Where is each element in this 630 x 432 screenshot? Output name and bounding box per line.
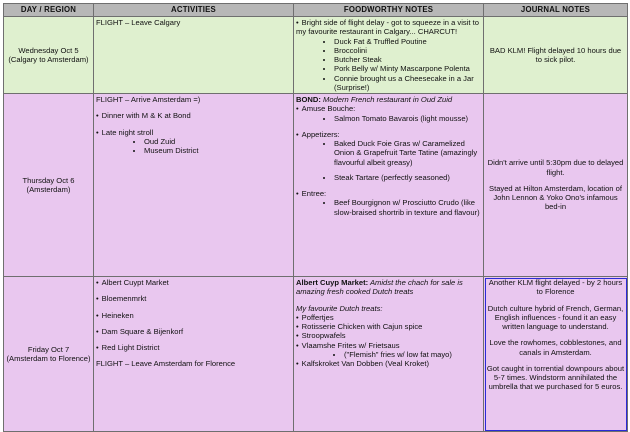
food-subitem: • ("Flemish" fries w/ low fat mayo) xyxy=(344,350,481,359)
food-item: • Beef Bourgignon w/ Prosciutto Crudo (like slow-braised shortrib in texture and flavour) xyxy=(334,198,481,217)
day-cell[interactable] xyxy=(4,94,94,277)
food-item: • Rotisserie Chicken with Cajun spice xyxy=(296,322,481,331)
journal-note: Love the rowhomes, cobblestones, and canals in Amsterdam. xyxy=(489,338,622,357)
food-item: • Vlaamshe Frites w/ Frietsaus xyxy=(296,341,481,350)
header-foodworthy-notes[interactable]: FOODWORTHY NOTES xyxy=(294,4,484,17)
journal-cell[interactable] xyxy=(484,277,628,432)
activity-item: • Albert Cuypt Market xyxy=(96,278,291,287)
region-label: (Amsterdam to Florence) xyxy=(6,354,91,363)
course-label: • Entree: xyxy=(296,189,481,198)
journal-note: Didn't arrive until 5:30pm due to delayed flight. xyxy=(487,158,624,177)
food-list xyxy=(296,37,481,93)
food-item: • Kalfskroket Van Dobben (Veal Kroket) xyxy=(296,359,481,368)
food-item: • Stroopwafels xyxy=(296,331,481,340)
day-label: Thursday Oct 6 xyxy=(22,175,75,185)
favourites-label: My favourite Dutch treats: xyxy=(296,303,383,313)
activity-item: • Heineken xyxy=(96,311,291,320)
market-name: Albert Cuyp Market: xyxy=(296,278,369,287)
food-item: • Pork Belly w/ Minty Mascarpone Polenta xyxy=(334,64,481,73)
food-item: • Steak Tartare (perfectly seasoned) xyxy=(334,173,481,182)
stroll-item: • Oud Zuid xyxy=(144,137,291,146)
activity-item: • Dinner with M & K at Bond xyxy=(96,111,291,120)
restaurant-desc: Modern French restaurant in Oud Zuid xyxy=(320,95,453,104)
travel-journal-sheet xyxy=(3,3,627,425)
food-item: • Baked Duck Foie Gras w/ Caramelized Onion & Grapefruit Tarte Tatine (amazingly flavourful albeit greasy) xyxy=(334,139,481,167)
activity-item: • Red Light District xyxy=(96,343,291,352)
course-list xyxy=(296,198,481,217)
journal-note: Stayed at Hilton Amsterdam, location of John Lennon & Yoko Ono's infamous bed-in xyxy=(489,183,622,212)
header-journal-notes[interactable]: JOURNAL NOTES xyxy=(484,4,628,17)
course-label: • Amuse Bouche: xyxy=(296,104,481,113)
food-item: • Poffertjes xyxy=(296,313,481,322)
food-cell[interactable] xyxy=(294,17,484,94)
activity-item: • Bloemenmrkt xyxy=(96,294,291,303)
food-cell[interactable] xyxy=(294,94,484,277)
journal-note: Dutch culture hybrid of French, German, English influences - found it an easy written language to understand. xyxy=(487,303,624,331)
activity-item: FLIGHT – Arrive Amsterdam =) xyxy=(96,95,201,104)
activity-item: • Dam Square & Bijenkorf xyxy=(96,327,291,336)
region-label: (Amsterdam) xyxy=(26,185,71,194)
restaurant-heading xyxy=(296,95,481,104)
activities-cell[interactable] xyxy=(94,17,294,94)
activity-item: FLIGHT – Leave Calgary xyxy=(96,18,181,27)
activities-cell[interactable] xyxy=(94,94,294,277)
day-label: Friday Oct 7 xyxy=(27,344,70,354)
journal-cell[interactable] xyxy=(484,94,628,277)
table-row xyxy=(4,17,628,94)
activity-item: • Late night stroll xyxy=(96,128,291,137)
food-item: • Butcher Steak xyxy=(334,55,481,64)
day-cell[interactable] xyxy=(4,17,94,94)
table-row xyxy=(4,277,628,432)
day-cell[interactable] xyxy=(4,277,94,432)
food-item: • Broccolini xyxy=(334,46,481,55)
activity-item: FLIGHT – Leave Amsterdam for Florence xyxy=(96,359,236,369)
course-label: • Appetizers: xyxy=(296,130,481,139)
header-row xyxy=(4,4,628,17)
food-item: • Salmon Tomato Bavarois (light mousse) xyxy=(334,114,481,123)
market-desc: Amidst the chach for sale is amazing fresh cooked Dutch treats xyxy=(296,278,463,297)
food-item: • Duck Fat & Truffled Poutine xyxy=(334,37,481,46)
header-day-region[interactable]: DAY / REGION xyxy=(4,4,94,17)
journal-note: Another KLM flight delayed - by 2 hours to Florence xyxy=(488,278,623,297)
course-list xyxy=(296,139,481,182)
course-list xyxy=(296,114,481,123)
market-heading xyxy=(296,278,481,297)
stroll-item: • Museum District xyxy=(144,146,291,155)
frites-sublist xyxy=(296,350,481,359)
journal-note: BAD KLM! Flight delayed 10 hours due to sick pilot. xyxy=(489,45,622,64)
activities-cell[interactable] xyxy=(94,277,294,432)
restaurant-name: BOND: xyxy=(296,95,321,104)
food-intro: • Bright side of flight delay - got to squeeze in a visit to my favourite restaurant in Calgary... CHARCUT! xyxy=(296,18,481,37)
day-label: Wednesday Oct 5 xyxy=(18,45,79,55)
header-activities[interactable]: ACTIVITIES xyxy=(94,4,294,17)
journal-note: Got caught in torrential downpours about 5-7 times. Windstorm annihilated the umbrella that we purchased for 5 euros. xyxy=(486,363,625,392)
journal-cell[interactable] xyxy=(484,17,628,94)
itinerary-table xyxy=(3,3,628,432)
food-item: • Connie brought us a Cheesecake in a Jar (Surprise!) xyxy=(334,74,481,93)
region-label: (Calgary to Amsterdam) xyxy=(8,55,89,64)
stroll-list xyxy=(96,137,291,156)
table-row xyxy=(4,94,628,277)
food-cell[interactable] xyxy=(294,277,484,432)
